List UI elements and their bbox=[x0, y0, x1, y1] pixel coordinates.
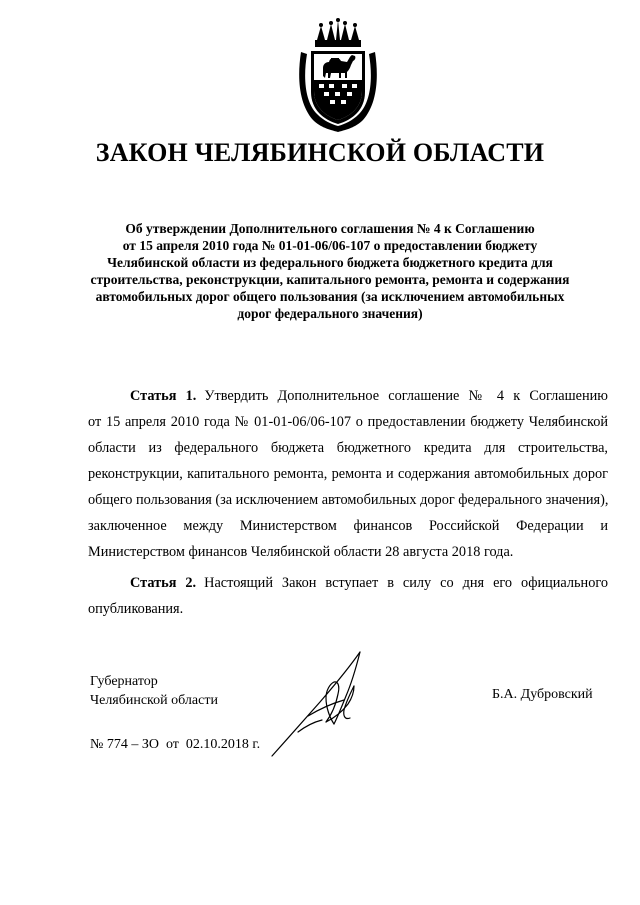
article-2-heading: Статья 2. bbox=[130, 575, 197, 591]
subtitle-line: автомобильных дорог общего пользования (за исключением автомобильных bbox=[95, 289, 565, 304]
article-line bbox=[88, 383, 608, 409]
article-line: от 15 апреля 2010 года № 01-01-06/06-107 о предоставлении бюджету Челябинской bbox=[88, 414, 608, 430]
article-line: заключенное между Министерством финансов Российской Федерации и bbox=[88, 518, 608, 534]
subtitle-line: строительства, реконструкции, капитального ремонта, ремонта и содержания bbox=[90, 272, 570, 287]
handwritten-signature bbox=[268, 648, 388, 760]
law-title: ЗАКОН ЧЕЛЯБИНСКОЙ ОБЛАСТИ bbox=[95, 138, 545, 167]
article-line: общего пользования (за исключением автомобильных дорог федерального значения), bbox=[88, 492, 609, 508]
article-line: реконструкции, капитального ремонта, ремонта и содержания автомобильных дорог bbox=[88, 466, 608, 482]
governor-position-line: Губернатор bbox=[90, 674, 158, 689]
governor-position bbox=[90, 672, 218, 710]
article-line: Министерством финансов Челябинской области 28 августа 2018 года. bbox=[88, 544, 514, 560]
article-2-text: Настоящий Закон вступает в силу со дня его официального bbox=[204, 575, 608, 591]
subtitle-line: Челябинской области из федерального бюджета бюджетного кредита для bbox=[107, 255, 553, 270]
governor-position-line: Челябинской области bbox=[90, 693, 218, 708]
article-line: опубликования. bbox=[88, 601, 184, 617]
law-number-date: № 774 – ЗО от 02.10.2018 г. bbox=[90, 737, 261, 752]
article-1-heading: Статья 1. bbox=[130, 388, 197, 404]
article-line bbox=[88, 570, 608, 596]
law-subtitle bbox=[70, 220, 590, 322]
coat-of-arms-emblem bbox=[295, 18, 381, 134]
subtitle-line: дорог федерального значения) bbox=[237, 306, 423, 321]
article-1 bbox=[88, 383, 608, 565]
subtitle-line: от 15 апреля 2010 года № 01-01-06/06-107 о предоставлении бюджету bbox=[122, 238, 538, 253]
article-line: области из федерального бюджета бюджетного кредита для строительства, bbox=[88, 440, 608, 456]
governor-name: Б.А. Дубровский bbox=[492, 687, 593, 702]
subtitle-line: Об утверждении Дополнительного соглашения № 4 к Соглашению bbox=[125, 221, 535, 236]
article-2 bbox=[88, 570, 608, 622]
article-1-text: Утвердить Дополнительное соглашение № 4 к Соглашению bbox=[204, 388, 608, 404]
